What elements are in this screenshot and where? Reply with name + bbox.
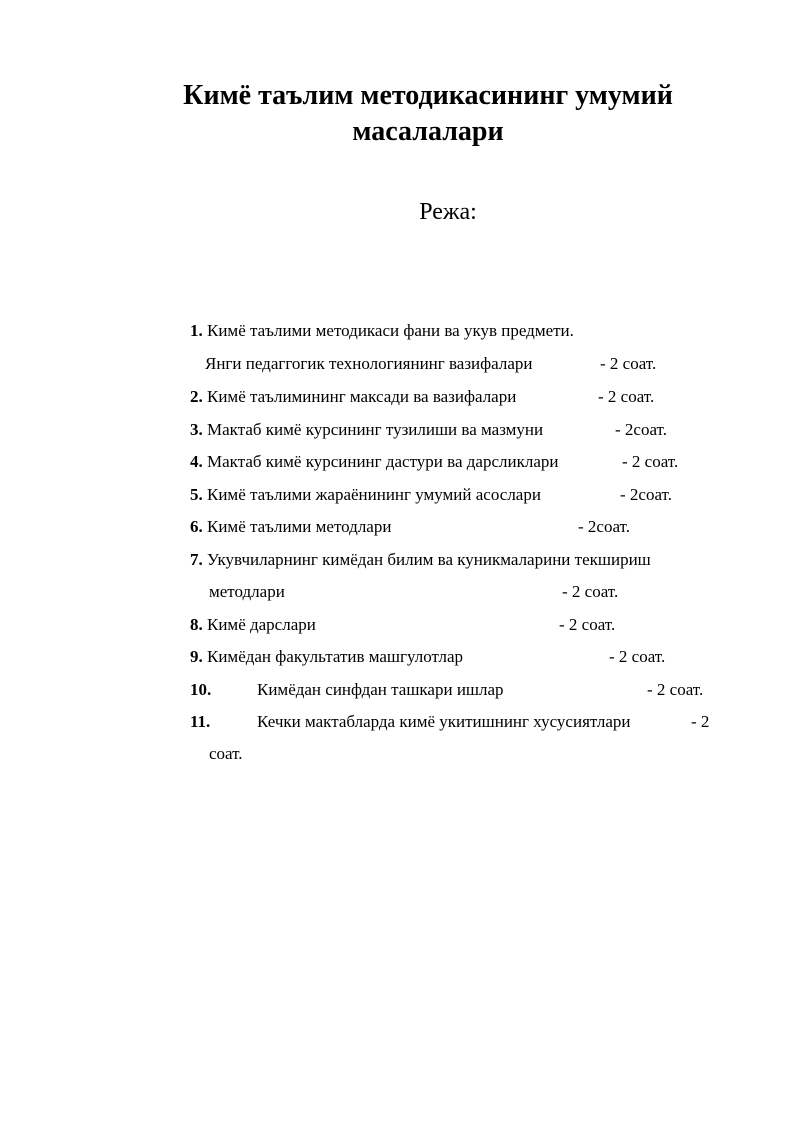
list-item-8	[190, 614, 316, 636]
item-hours: - 2 соат.	[647, 680, 704, 699]
plan-heading: Режа:	[419, 199, 477, 225]
item-number: 11.	[190, 712, 211, 731]
item-text: Мактаб кимё курсининг дастури ва дарсликлари	[207, 452, 559, 471]
item-number: 10.	[190, 680, 212, 699]
item-text: Кимё дарслари	[207, 615, 316, 634]
item-text: Укувчиларнинг кимёдан билим ва куникмаларини текшириш	[207, 550, 651, 569]
list-item-4	[190, 451, 558, 473]
item-number: 2.	[190, 387, 203, 406]
item-number: 8.	[190, 615, 203, 634]
item-number: 5.	[190, 485, 203, 504]
item-text: Кимё таълимининг максади ва вазифалари	[207, 387, 517, 406]
item-hours: - 2 соат.	[562, 582, 619, 601]
list-item-3	[190, 419, 543, 441]
item-number: 7.	[190, 550, 203, 569]
list-item-1-continuation: Янги педаггогик технологиянинг вазифалари	[205, 354, 533, 373]
title-line-1: Кимё таълим методикасининг умумий	[183, 80, 673, 111]
item-number: 6.	[190, 517, 203, 536]
item-hours: - 2 соат.	[609, 647, 666, 666]
list-item-9	[190, 646, 463, 668]
item-number: 1.	[190, 321, 203, 340]
item-hours: - 2соат.	[615, 420, 667, 439]
list-item-11-continuation: соат.	[209, 744, 243, 763]
item-number: 3.	[190, 420, 203, 439]
item-text: Кимёдан синфдан ташкари ишлар	[257, 680, 504, 699]
item-hours: - 2соат.	[620, 485, 672, 504]
list-item-7	[190, 549, 651, 571]
list-item-2	[190, 386, 516, 408]
item-text: Кимё таълими методикаси фани ва укув предмети.	[207, 321, 574, 340]
list-item-5	[190, 484, 541, 506]
item-hours: - 2 соат.	[622, 452, 679, 471]
document-title	[120, 78, 736, 150]
item-text: Мактаб кимё курсининг тузилиши ва мазмуни	[207, 420, 544, 439]
item-hours: - 2 соат.	[598, 387, 655, 406]
item-number: 9.	[190, 647, 203, 666]
list-item-1	[190, 320, 574, 342]
item-hours: - 2 соат.	[600, 354, 657, 373]
item-number: 4.	[190, 452, 203, 471]
item-text: Кимё таълими методлари	[207, 517, 392, 536]
item-hours: - 2соат.	[578, 517, 630, 536]
item-hours: - 2 соат.	[559, 615, 616, 634]
item-text: Кимёдан факультатив машгулотлар	[207, 647, 464, 666]
list-item-10	[190, 679, 211, 701]
list-item-6	[190, 516, 391, 538]
item-text: Кимё таълими жараёнининг умумий асослари	[207, 485, 541, 504]
item-hours: - 2	[691, 712, 710, 731]
list-item-7-continuation: методлари	[209, 582, 285, 601]
title-line-2: масалалари	[352, 116, 504, 147]
item-text: Кечки мактабларда кимё укитишнинг хусусиятлари	[257, 712, 631, 731]
list-item-11	[190, 711, 210, 733]
